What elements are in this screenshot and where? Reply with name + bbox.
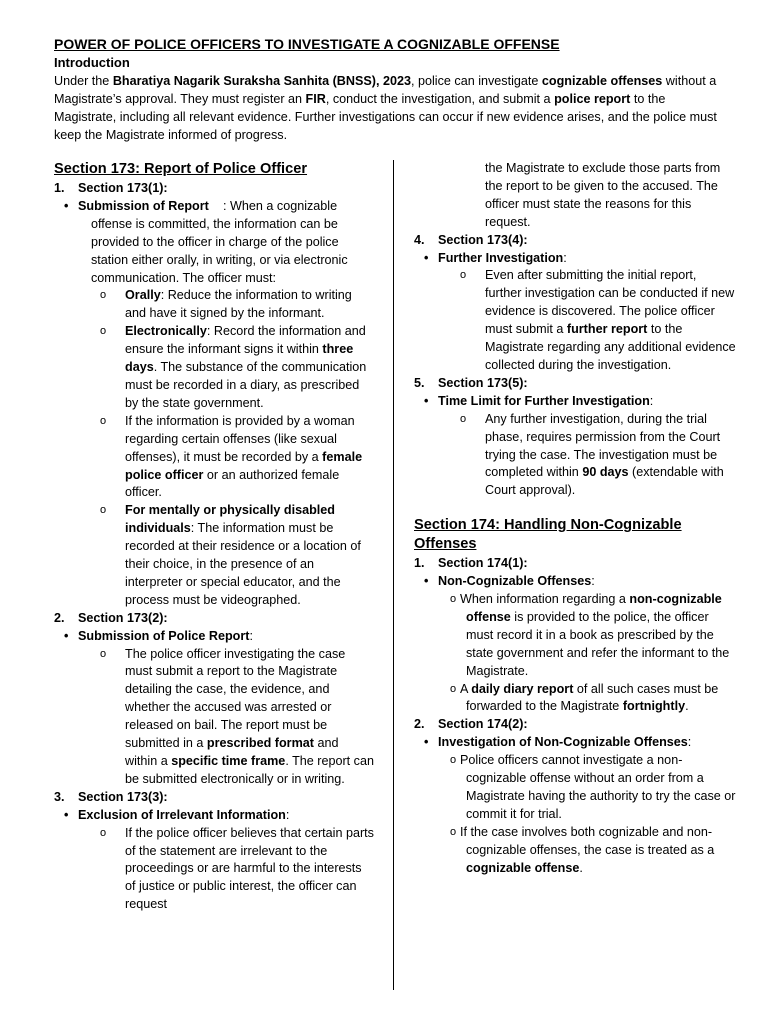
- sub-item-magistrate-order: o Police officers cannot investigate a non-cognizable offense without an order from a Magistrate having the authority to try the case or commit it for trial.: [450, 753, 736, 821]
- section-173-heading: Section 173: Report of Police Officer: [54, 161, 308, 177]
- bullet-time-limit: • Time Limit for Further Investigation:: [424, 393, 654, 408]
- list-item-173-5: 5. Section 173(5):: [414, 375, 528, 390]
- sub-item-police-report: o The police officer investigating the case must submit a report to the Magistrate detailing the case, the evidence, and whether the accused was arrested or released on bail. The report must be submitted in a prescribed format and within a specific time frame. The report can be submitted electronically or in writing.: [100, 646, 374, 786]
- column-divider: [393, 160, 394, 990]
- paragraph-submission-of-report: : When a cognizable offense is committed, the information can be provided to the officer in charge of the police station either orally, in writing, or via electronic communication. The officer must:: [91, 198, 348, 285]
- list-item-173-3: 3. Section 173(3):: [54, 789, 168, 804]
- right-column: [414, 160, 736, 878]
- intro-paragraph: Under the Bharatiya Nagarik Suraksha Sanhita (BNSS), 2023, police can investigate cognizable offenses without a Magistrate’s approval. They must register an FIR, conduct the investigation, and submit a police report to the Magistrate, including all relevant evidence. Further investigations can occur if new evidence arises, and the police must keep the Magistrate informed of progress.: [54, 74, 717, 142]
- sub-item-record-information: o When information regarding a non-cognizable offense is provided to the police, the officer must record it in a book as prescribed by the state government and refer the informant to the Magistrate.: [450, 592, 730, 678]
- bullet-submission-of-report: • Submission of Report: [64, 198, 209, 213]
- list-item-173-4: 4. Section 173(4):: [414, 232, 528, 247]
- bullet-investigation-non-cognizable: • Investigation of Non-Cognizable Offenses:: [424, 735, 692, 750]
- sub-item-electronically: o Electronically: Record the information and ensure the informant signs it within three days. The substance of the communication must be recorded in a diary, as prescribed by the state government.: [100, 324, 367, 410]
- intro-heading: Introduction: [54, 55, 130, 70]
- sub-item-time-limit: o Any further investigation, during the trial phase, requires permission from the Court trying the case. The investigation must be completed within 90 days (extendable with Court approval).: [460, 411, 724, 498]
- continued-irrelevant-information: the Magistrate to exclude those parts from the report to be given to the accused. The officer must state the reasons for this request.: [485, 161, 721, 229]
- left-column: [54, 160, 374, 914]
- bullet-exclusion-of-irrelevant-information: • Exclusion of Irrelevant Information:: [64, 807, 290, 822]
- sub-item-mixed-offenses: o If the case involves both cognizable and non-cognizable offenses, the case is treated as a cognizable offense.: [450, 824, 715, 875]
- bullet-non-cognizable-offenses: • Non-Cognizable Offenses:: [424, 574, 595, 589]
- sub-item-further-investigation: o Even after submitting the initial report, further investigation can be conducted if new evidence is discovered. The police officer must submit a further report to the Magistrate regarding any additional evidence collected during the investigation.: [460, 268, 736, 372]
- sub-item-disabled-individuals: o For mentally or physically disabled individuals: The information must be recorded at their residence or a location of their choice, in the presence of an interpreter or special educator, and the process must be videographed.: [100, 503, 361, 607]
- bullet-submission-of-police-report: • Submission of Police Report:: [64, 628, 253, 643]
- list-item-173-2: 2. Section 173(2):: [54, 610, 168, 625]
- bullet-further-investigation: • Further Investigation:: [424, 250, 567, 265]
- sub-item-irrelevant-information: o If the police officer believes that certain parts of the statement are irrelevant to the proceedings or are harmful to the interests of justice or public interest, the officer can request: [100, 825, 374, 912]
- sub-item-orally: o Orally: Reduce the information to writing and have it signed by the informant.: [100, 288, 352, 321]
- page-title: POWER OF POLICE OFFICERS TO INVESTIGATE A COGNIZABLE OFFENSE: [54, 36, 560, 52]
- sub-item-woman-informant: o If the information is provided by a woman regarding certain offenses (like sexual offenses), it must be recorded by a female police officer or an authorized female officer.: [100, 413, 363, 500]
- section-174-heading: Section 174: Handling Non-Cognizable Offenses: [414, 517, 682, 553]
- list-item-174-2: 2. Section 174(2):: [414, 717, 528, 732]
- sub-item-daily-diary-report: o A daily diary report of all such cases must be forwarded to the Magistrate fortnightly.: [450, 681, 719, 714]
- list-item-173-1: 1. Section 173(1):: [54, 181, 168, 195]
- list-item-174-1: 1. Section 174(1):: [414, 556, 528, 571]
